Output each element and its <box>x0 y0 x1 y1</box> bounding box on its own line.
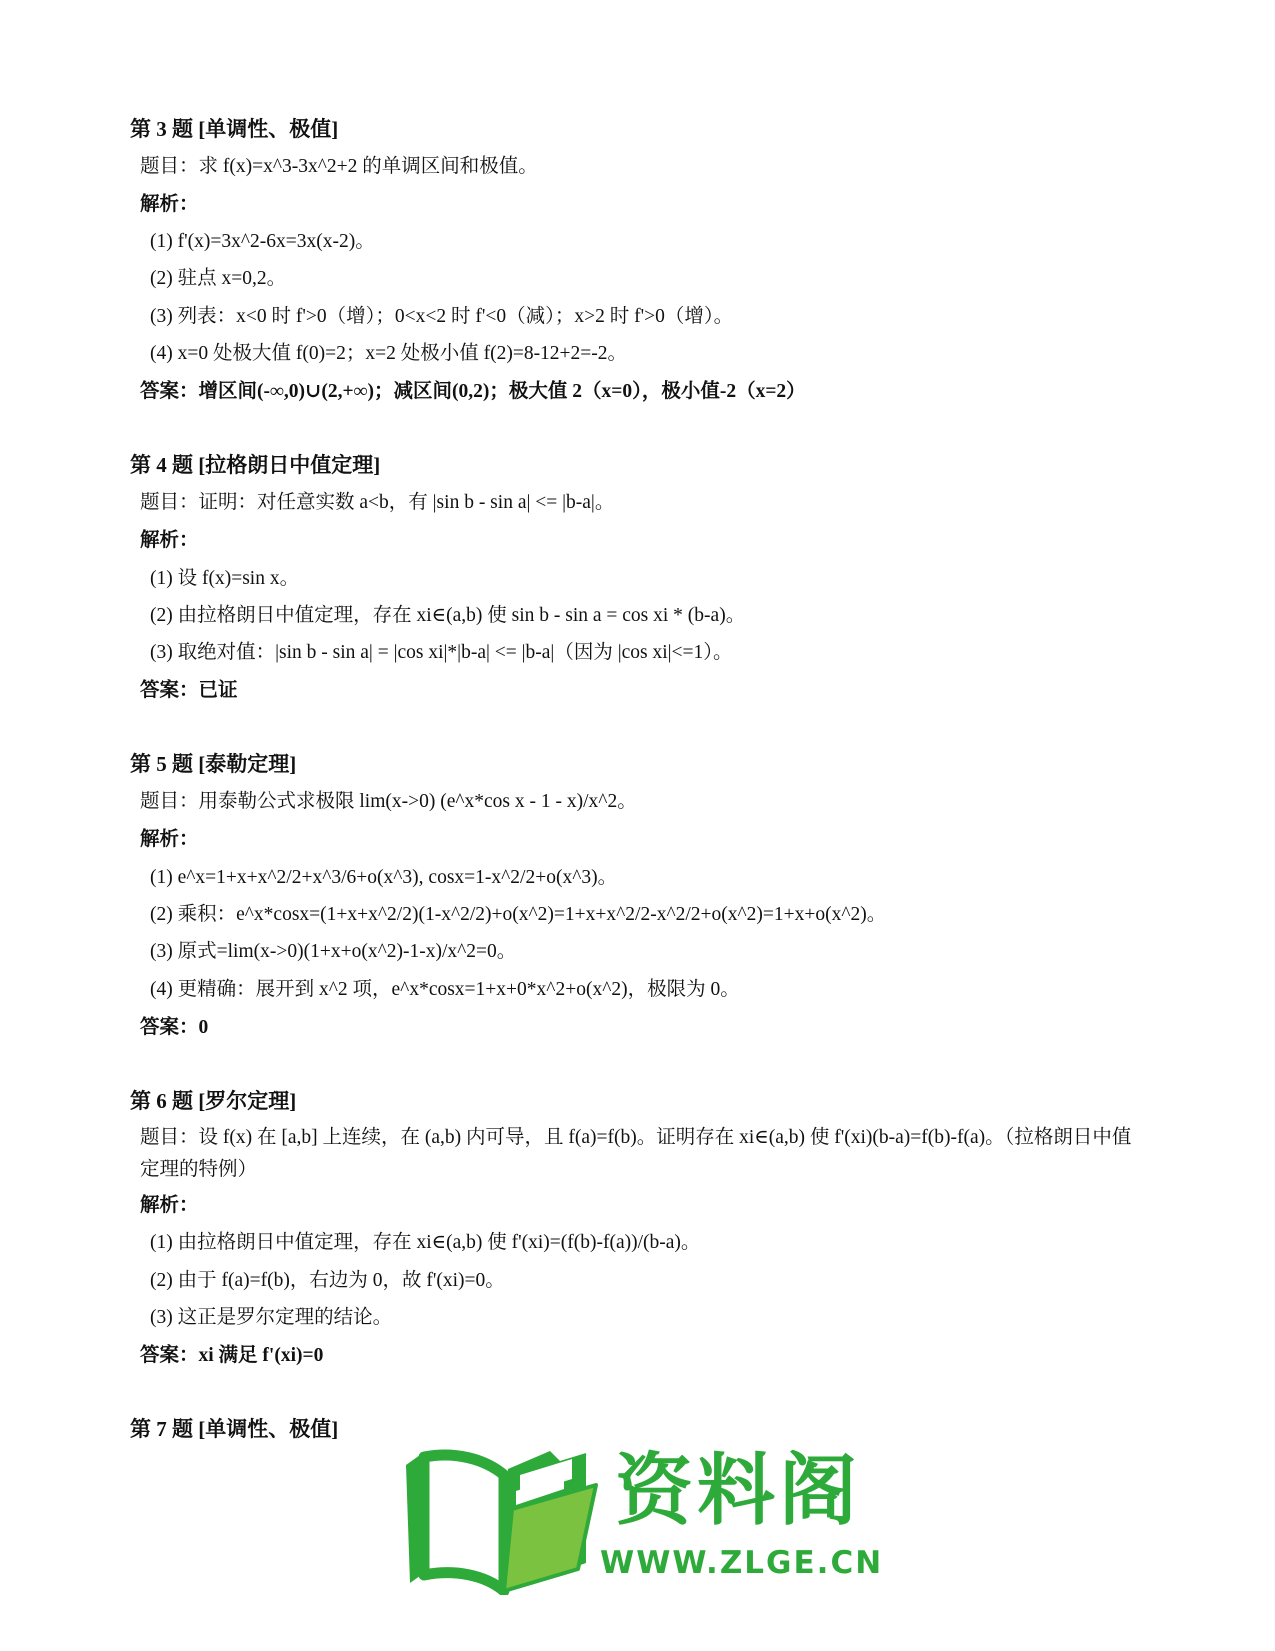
question-5-analysis-label: 解析： <box>140 829 199 850</box>
question-6-step-2: (2) 由于 f(a)=f(b)，右边为 0，故 f'(xi)=0。 <box>150 1270 505 1291</box>
question-3-step-4: (4) x=0 处极大值 f(0)=2；x=2 处极小值 f(2)=8-12+2=-2。 <box>150 343 628 364</box>
question-5-step-3: (3) 原式=lim(x->0)(1+x+o(x^2)-1-x)/x^2=0。 <box>150 941 517 962</box>
question-6-step-1: (1) 由拉格朗日中值定理，存在 xi∈(a,b) 使 f'(xi)=(f(b)-f(a))/(b-a)。 <box>150 1232 701 1253</box>
question-4-problem: 题目：证明：对任意实数 a<b，有 |sin b - sin a| <= |b-a|。 <box>140 492 615 513</box>
question-5-step-2: (2) 乘积：e^x*cosx=(1+x+x^2/2)(1-x^2/2)+o(x^2)=1+x+x^2/2-x^2/2+o(x^2)=1+x+o(x^2)。 <box>150 904 887 925</box>
question-3-step-2: (2) 驻点 x=0,2。 <box>150 268 287 289</box>
open-book-icon <box>400 1445 600 1595</box>
question-7-title: 第 7 题 [单调性、极值] <box>130 1417 339 1441</box>
watermark-url: WWW.ZLGE.CN <box>600 1545 884 1581</box>
question-4-analysis-label: 解析： <box>140 530 199 551</box>
question-4-step-2: (2) 由拉格朗日中值定理，存在 xi∈(a,b) 使 sin b - sin a = cos xi * (b-a)。 <box>150 605 746 626</box>
question-4-step-3: (3) 取绝对值：|sin b - sin a| = |cos xi|*|b-a| <= |b-a|（因为 |cos xi|<=1）。 <box>150 642 733 663</box>
question-5-step-4: (4) 更精确：展开到 x^2 项，e^x*cosx=1+x+0*x^2+o(x^2)，极限为 0。 <box>150 979 740 1000</box>
question-3-answer: 答案：增区间(-∞,0)∪(2,+∞)；减区间(0,2)；极大值 2（x=0），极小值-2（x=2） <box>140 381 806 402</box>
question-6-analysis-label: 解析： <box>140 1195 199 1216</box>
question-5-answer: 答案：0 <box>140 1017 209 1038</box>
question-4-title: 第 4 题 [拉格朗日中值定理] <box>130 453 381 477</box>
question-3-step-3: (3) 列表：x<0 时 f'>0（增）；0<x<2 时 f'<0（减）；x>2 时 f'>0（增）。 <box>150 306 734 327</box>
question-3-problem: 题目：求 f(x)=x^3-3x^2+2 的单调区间和极值。 <box>140 156 538 177</box>
watermark-logo <box>400 1445 884 1595</box>
question-6-step-3: (3) 这正是罗尔定理的结论。 <box>150 1307 393 1328</box>
question-5-title: 第 5 题 [泰勒定理] <box>130 752 297 776</box>
question-4-answer: 答案：已证 <box>140 680 238 701</box>
question-6-title: 第 6 题 [罗尔定理] <box>130 1089 297 1113</box>
question-6-answer: 答案：xi 满足 f'(xi)=0 <box>140 1345 324 1366</box>
watermark-name: 资料阁 <box>615 1446 862 1536</box>
question-5-step-1: (1) e^x=1+x+x^2/2+x^3/6+o(x^3), cosx=1-x^2/2+o(x^3)。 <box>150 867 618 888</box>
question-3-step-1: (1) f'(x)=3x^2-6x=3x(x-2)。 <box>150 231 375 252</box>
question-6-problem: 题目：设 f(x) 在 [a,b] 上连续，在 (a,b) 内可导，且 f(a)=f(b)。证明存在 xi∈(a,b) 使 f'(xi)(b-a)=f(b)-f(a)。（拉格朗日中值定理的特例） <box>140 1127 1132 1180</box>
question-3-title: 第 3 题 [单调性、极值] <box>130 117 339 141</box>
question-4-step-1: (1) 设 f(x)=sin x。 <box>150 568 300 589</box>
question-3-analysis-label: 解析： <box>140 194 199 215</box>
question-5-problem: 题目：用泰勒公式求极限 lim(x->0) (e^x*cos x - 1 - x)/x^2。 <box>140 791 637 812</box>
